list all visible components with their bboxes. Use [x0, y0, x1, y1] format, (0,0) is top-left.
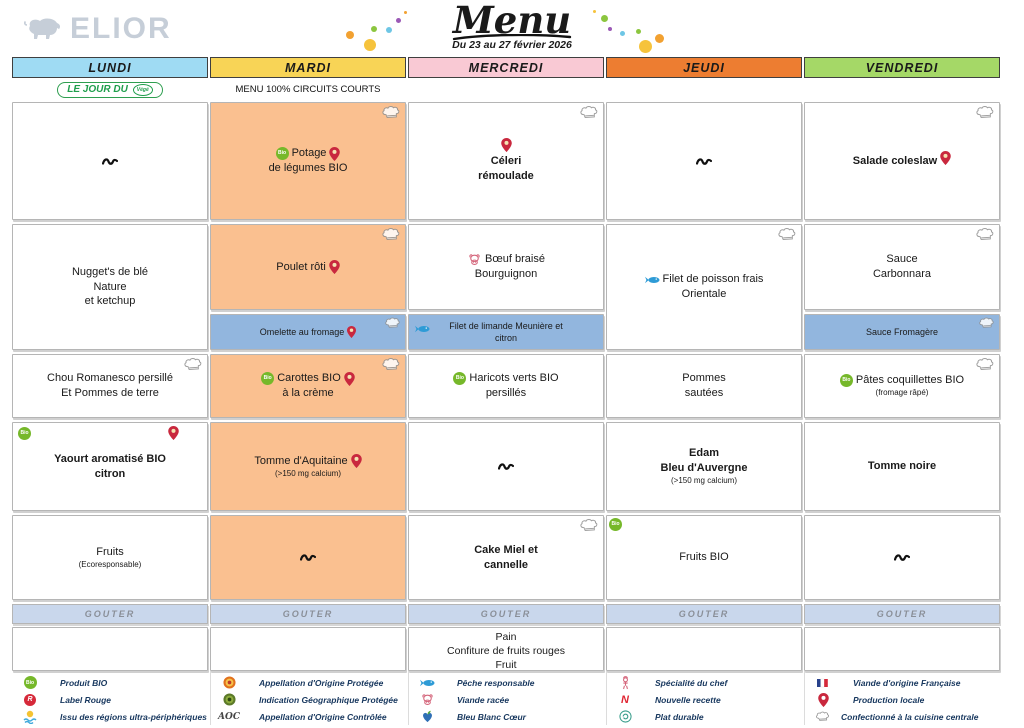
decor-dot — [364, 39, 376, 51]
chef-hat-icon — [383, 316, 402, 331]
column-mercredi — [408, 57, 604, 671]
chef-hat-icon — [380, 104, 403, 122]
decor-dot — [346, 31, 354, 39]
gouter-label: GOUTER — [876, 609, 928, 619]
legend-item — [22, 691, 210, 708]
map-pin-icon — [329, 260, 340, 274]
cell-mercredi-alt — [408, 314, 604, 350]
cell-vendredi-dairy — [804, 422, 1000, 511]
fish-icon — [645, 275, 660, 285]
label-rouge-icon: R — [24, 694, 36, 706]
cell-vendredi-side — [804, 354, 1000, 418]
gouter-label: GOUTER — [678, 609, 730, 619]
legend-label: Pêche responsable — [457, 677, 535, 688]
legend-column-5 — [804, 671, 1016, 725]
cell-jeudi-main — [606, 224, 802, 350]
vege-badge — [57, 82, 163, 98]
elior-logo — [24, 12, 172, 46]
squiggle-icon — [696, 156, 712, 167]
map-pin-icon — [168, 426, 179, 440]
cell-vendredi-main — [804, 224, 1000, 310]
legend-item — [617, 674, 804, 691]
gouter-label: GOUTER — [480, 609, 532, 619]
legend-label: Bleu Blanc Cœur — [457, 711, 526, 722]
legend-label: Production locale — [853, 694, 925, 705]
cell-mardi-gouter — [210, 627, 406, 671]
dish-line: Chou Romanesco persillé — [47, 372, 173, 385]
day-header-lundi — [12, 57, 208, 78]
dish-line: Omelette au fromage — [259, 326, 345, 337]
cell-mercredi-main — [408, 224, 604, 310]
day-label: LUNDI — [88, 60, 132, 75]
dish-line: Filet de poisson frais — [662, 273, 764, 286]
map-pin-icon — [940, 151, 951, 165]
decor-dot — [639, 40, 652, 53]
legend-label: Spécialité du chef — [655, 677, 728, 688]
decor-dot — [636, 29, 641, 34]
dish-line: Sauce — [886, 253, 918, 266]
legend-column-1 — [12, 671, 210, 725]
cell-jeudi-gouter — [606, 627, 802, 671]
squiggle-icon — [102, 156, 118, 167]
legend-column-2 — [210, 671, 408, 725]
cow-icon — [467, 253, 482, 266]
bio-icon: Bio — [24, 676, 37, 689]
chef-hat-icon — [974, 104, 997, 122]
legend-label: Issu des régions ultra-périphériques — [60, 711, 207, 722]
subrow-jeudi — [606, 80, 802, 99]
dish-line: Carottes BIO — [277, 372, 341, 385]
subrow-mardi — [210, 80, 406, 99]
legend-label: Viande d'origine Française — [853, 677, 961, 688]
cell-vendredi-alt — [804, 314, 1000, 350]
bio-icon: Bio — [609, 518, 622, 531]
menu-grid — [12, 57, 1000, 671]
day-label: JEUDI — [683, 60, 725, 75]
legend-label: Appellation d'Origine Protégée — [259, 677, 384, 688]
legend-column-3 — [408, 671, 606, 725]
dish-line: Poulet rôti — [276, 260, 326, 273]
legend-label: Appellation d'Origine Contrôlée — [259, 711, 387, 722]
cow-icon — [420, 693, 435, 706]
chef-hat-icon — [776, 226, 799, 244]
france-flag-icon — [817, 678, 829, 688]
column-mardi — [210, 57, 406, 671]
legend-item — [815, 674, 1016, 691]
dish-line: Fruits — [96, 545, 124, 558]
dish-line: Carbonnara — [872, 268, 932, 280]
bison-icon — [24, 16, 64, 42]
legend-item — [419, 674, 606, 691]
legend-label: Plat durable — [655, 711, 704, 722]
dish-line: Edam — [689, 447, 719, 460]
circuits-courts-note: MENU 100% CIRCUITS COURTS — [235, 84, 381, 95]
gouter-label: GOUTER — [84, 609, 136, 619]
cell-mardi-main — [210, 224, 406, 310]
cell-lundi-starter — [12, 102, 208, 220]
legend — [12, 671, 1016, 725]
dish-line: de légumes BIO — [268, 162, 348, 174]
day-header-mardi — [210, 57, 406, 78]
cell-jeudi-starter — [606, 102, 802, 220]
cell-mercredi-dessert — [408, 515, 604, 600]
cell-vendredi-gouter — [804, 627, 1000, 671]
igp-medallion-icon — [223, 693, 236, 706]
legend-label: Viande racée — [457, 694, 510, 705]
bio-icon: Bio — [276, 147, 289, 160]
dish-line: Haricots verts BIO — [469, 372, 559, 385]
title-block — [402, 0, 622, 51]
legend-label: Confectionné à la cuisine centrale — [841, 711, 979, 722]
column-jeudi — [606, 57, 802, 671]
chef-hat-icon — [578, 517, 601, 535]
aop-medallion-icon — [223, 676, 236, 689]
day-label: MARDI — [285, 60, 331, 75]
jour-du-label: LE JOUR DU — [67, 84, 128, 95]
day-label: MERCREDI — [468, 60, 544, 75]
dish-line: Potage — [291, 147, 327, 160]
legend-item — [617, 708, 804, 725]
bio-icon: Bio — [18, 427, 31, 440]
cell-vendredi-dessert — [804, 515, 1000, 600]
cell-jeudi-dessert — [606, 515, 802, 600]
legend-item — [419, 708, 606, 725]
legend-item — [22, 708, 210, 725]
bio-icon: Bio — [453, 372, 466, 385]
legend-item — [419, 691, 606, 708]
legend-item — [221, 691, 408, 708]
legend-item — [22, 674, 210, 691]
cell-mercredi-starter — [408, 102, 604, 220]
map-pin-icon — [818, 693, 829, 707]
map-pin-icon — [347, 326, 356, 338]
column-lundi — [12, 57, 208, 671]
cell-jeudi-dairy — [606, 422, 802, 511]
dish-line: rémoulade — [478, 170, 534, 182]
chef-figure-icon — [620, 675, 631, 690]
dish-line: (>150 mg calcium) — [274, 468, 342, 478]
legend-label: Indication Géographique Protégée — [259, 694, 398, 705]
dish-line: citron — [94, 467, 126, 480]
legend-label: Nouvelle recette — [655, 694, 721, 705]
gouter-band-lundi — [12, 604, 208, 624]
chef-hat-icon — [182, 356, 205, 374]
cell-vendredi-starter — [804, 102, 1000, 220]
cell-mercredi-gouter — [408, 627, 604, 671]
cell-lundi-side — [12, 354, 208, 418]
dish-line: cannelle — [483, 558, 529, 571]
dish-line: Fruits BIO — [679, 551, 729, 564]
legend-item — [617, 691, 804, 708]
bleu-blanc-coeur-icon — [421, 710, 434, 723]
squiggle-icon — [498, 461, 514, 472]
dish-line: Céleri — [490, 155, 522, 168]
aoc-script-icon: AOC — [218, 711, 240, 722]
dish-line: (fromage râpé) — [875, 388, 929, 398]
decor-dot — [655, 34, 664, 43]
logo-text: ELIOR — [70, 12, 172, 45]
dish-line: Et Pommes de terre — [61, 387, 159, 399]
subrow-mercredi — [408, 80, 604, 99]
page-title: Menu — [452, 0, 572, 42]
chef-hat-icon — [814, 709, 831, 725]
cell-lundi-main — [12, 224, 208, 350]
column-vendredi — [804, 57, 1000, 671]
dish-line: citron — [494, 333, 517, 343]
dish-line: Yaourt aromatisé BIO — [54, 452, 166, 465]
cell-mardi-alt — [210, 314, 406, 350]
regions-ultra-peripheriques-icon — [23, 710, 37, 724]
legend-item — [815, 691, 1016, 708]
dish-line: Bœuf braisé — [485, 253, 545, 266]
cell-lundi-dessert — [12, 515, 208, 600]
decor-dot — [371, 26, 377, 32]
gouter-band-vendredi — [804, 604, 1000, 624]
gouter-band-mardi — [210, 604, 406, 624]
map-pin-icon — [329, 147, 340, 161]
dish-line: Nugget's de blé — [71, 265, 149, 278]
dish-line: Bleu d'Auvergne — [660, 462, 748, 475]
cell-mercredi-side — [408, 354, 604, 418]
dish-line: (Ecoresponsable) — [78, 559, 142, 569]
dish-line: Salade coleslaw — [852, 154, 938, 167]
chef-hat-icon — [380, 356, 403, 374]
subrow-lundi — [12, 80, 208, 99]
chef-hat-icon — [578, 104, 601, 122]
dish-line: Pain — [495, 631, 517, 643]
dish-line: Pommes — [682, 372, 726, 385]
cell-mercredi-dairy — [408, 422, 604, 511]
vege-oval-icon: Végé — [133, 84, 153, 96]
circular-arrow-icon — [619, 710, 632, 723]
cell-mardi-dessert — [210, 515, 406, 600]
decor-dot — [386, 27, 392, 33]
nouvelle-recette-icon: N — [621, 693, 629, 706]
legend-item — [221, 674, 408, 691]
cell-mardi-side — [210, 354, 406, 418]
fish-icon — [415, 324, 430, 334]
dish-line: persillés — [485, 387, 527, 399]
date-range: Du 23 au 27 février 2026 — [452, 39, 572, 51]
dish-line: Tomme d'Aquitaine — [254, 454, 348, 467]
legend-item — [815, 708, 1016, 725]
dish-line: Fruit — [495, 659, 517, 672]
map-pin-icon — [344, 372, 355, 386]
gouter-band-mercredi — [408, 604, 604, 624]
squiggle-icon — [894, 552, 910, 563]
subrow-vendredi — [804, 80, 1000, 99]
dish-line: Bourguignon — [474, 268, 538, 280]
chef-hat-icon — [977, 316, 996, 331]
bio-icon: Bio — [840, 374, 853, 387]
day-header-mercredi — [408, 57, 604, 78]
dish-line: Tomme noire — [867, 460, 937, 473]
day-header-jeudi — [606, 57, 802, 78]
legend-column-4 — [606, 671, 804, 725]
chef-hat-icon — [380, 226, 403, 244]
dish-line: Nature — [93, 280, 127, 293]
bio-icon: Bio — [261, 372, 274, 385]
decor-dot — [396, 18, 401, 23]
legend-label: Label Rouge — [60, 694, 112, 705]
fish-icon — [420, 678, 435, 688]
chef-hat-icon — [974, 356, 997, 374]
cell-jeudi-side — [606, 354, 802, 418]
dish-line: (>150 mg calcium) — [670, 475, 738, 485]
legend-label: Produit BIO — [60, 677, 108, 688]
squiggle-icon — [300, 552, 316, 563]
dish-line: Pâtes coquillettes BIO — [855, 374, 965, 387]
dish-line: Confiture de fruits rouges — [447, 645, 565, 658]
cell-lundi-gouter — [12, 627, 208, 671]
day-label: VENDREDI — [865, 60, 939, 75]
dish-line: sautées — [684, 387, 724, 399]
gouter-band-jeudi — [606, 604, 802, 624]
map-pin-icon — [501, 138, 512, 152]
day-header-vendredi — [804, 57, 1000, 78]
gouter-label: GOUTER — [282, 609, 334, 619]
cell-lundi-dairy — [12, 422, 208, 511]
legend-item — [218, 708, 408, 725]
dish-line: à la crème — [282, 387, 334, 399]
dish-line: Sauce Fromagère — [865, 326, 939, 337]
dish-line: Filet de limande Meunière et — [449, 320, 563, 331]
map-pin-icon — [351, 454, 362, 468]
dish-line: Orientale — [681, 288, 727, 300]
cell-mardi-dairy — [210, 422, 406, 511]
chef-hat-icon — [974, 226, 997, 244]
cell-mardi-starter — [210, 102, 406, 220]
dish-line: et ketchup — [84, 295, 136, 308]
dish-line: Cake Miel et — [474, 543, 538, 556]
